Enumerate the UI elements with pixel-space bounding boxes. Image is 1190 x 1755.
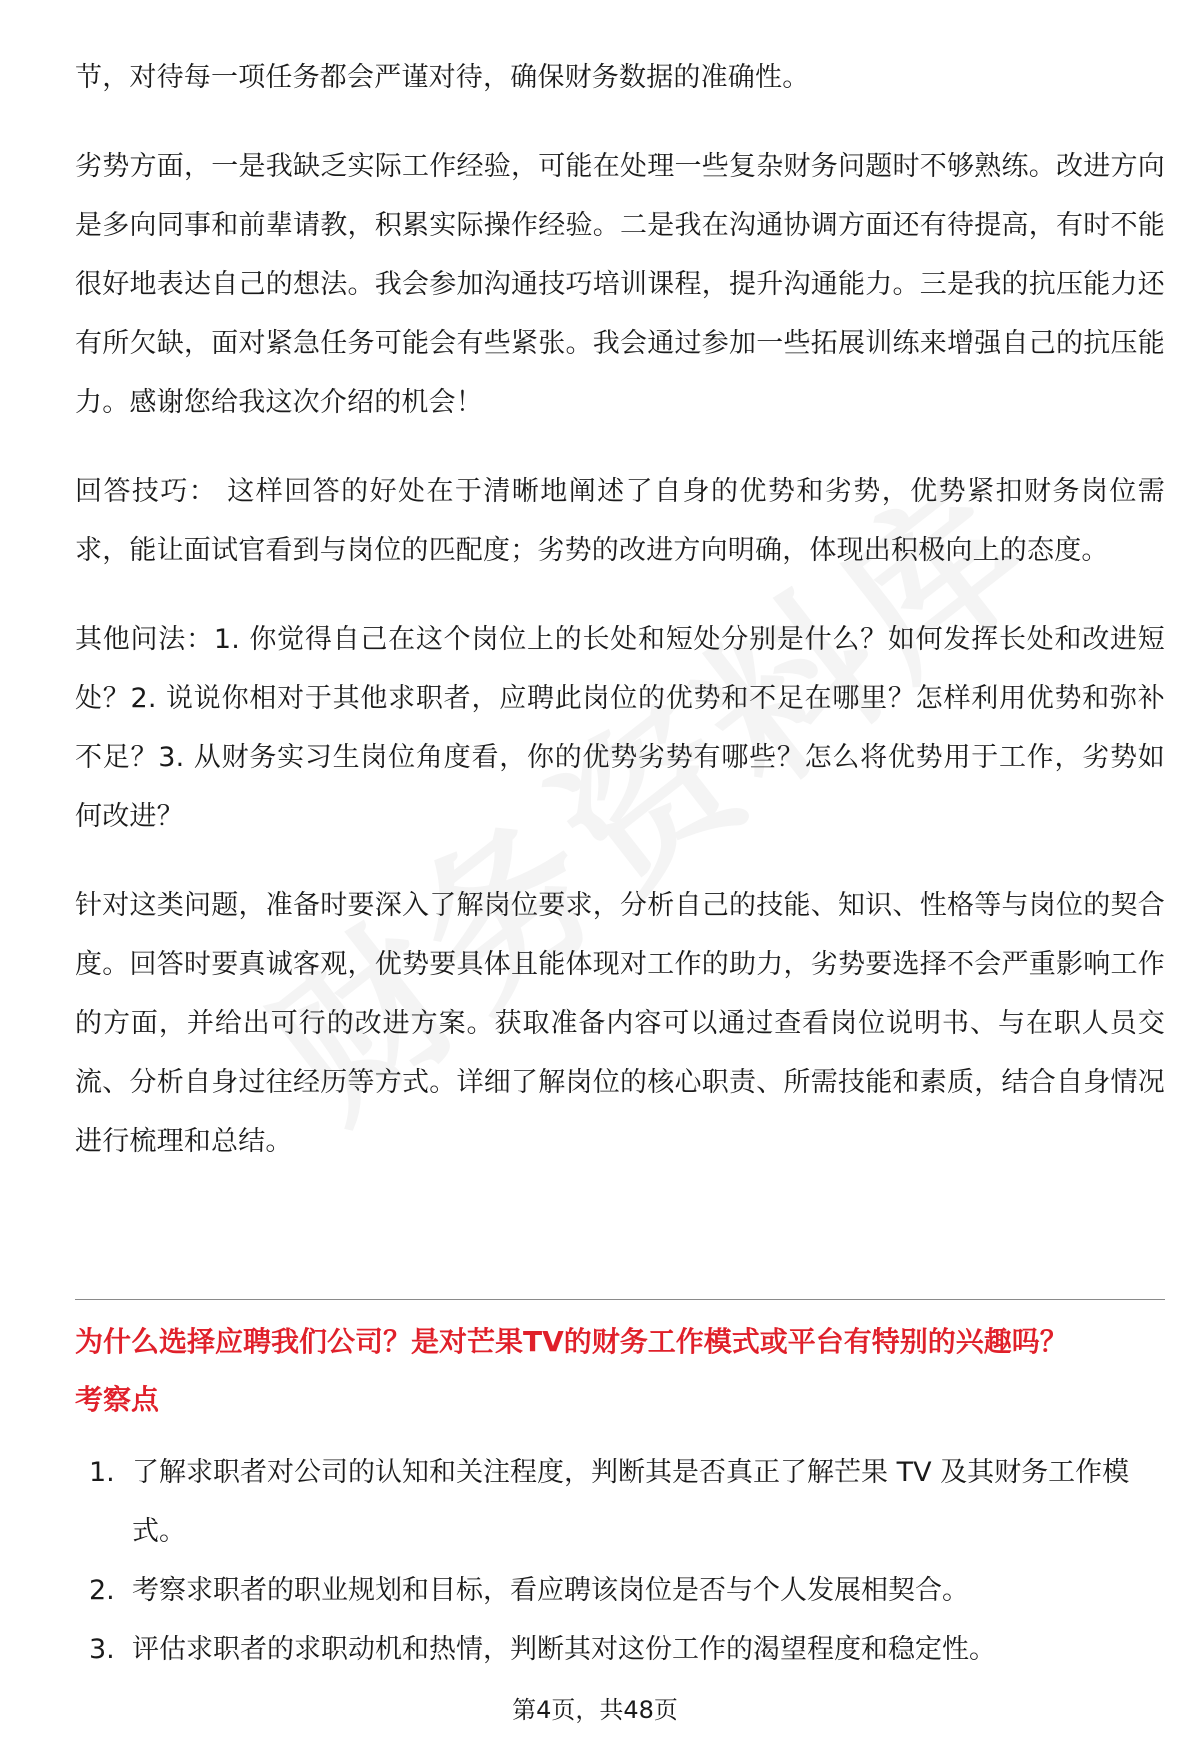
paragraph-weaknesses: 劣势方面，一是我缺乏实际工作经验，可能在处理一些复杂财务问题时不够熟练。改进方向是多向同事和前辈请教，积累实际操作经验。二是我在沟通协调方面还有待提高，有时不能很好地表达自己的想法。我会参加沟通技巧培训课程，提升沟通能力。三是我的抗压能力还有所欠缺，面对紧急任务可能会有些紧张。我会通过参加一些拓展训练来增强自己的抗压能力。感谢您给我这次介绍的机会！ bbox=[75, 151, 1165, 418]
paragraph-other-questions: 其他问法：1. 你觉得自己在这个岗位上的长处和短处分别是什么？如何发挥长处和改进短处？2. 说说你相对于其他求职者，应聘此岗位的优势和不足在哪里？怎样利用优势和弥补不足？3. 从财务实习生岗位角度看，你的优势劣势有哪些？怎么将优势用于工作，劣势如何改进？ bbox=[75, 624, 1165, 832]
assessment-points-list bbox=[75, 1443, 1165, 1679]
list-item bbox=[75, 1561, 1165, 1620]
list-number: 3. bbox=[89, 1634, 115, 1665]
question-heading: 为什么选择应聘我们公司？是对芒果TV的财务工作模式或平台有特别的兴趣吗？ bbox=[75, 1325, 1068, 1358]
list-number: 1. bbox=[89, 1457, 115, 1488]
paragraph-preparation: 针对这类问题，准备时要深入了解岗位要求，分析自己的技能、知识、性格等与岗位的契合度。回答时要真诚客观，优势要具体且能体现对工作的助力，劣势要选择不会严重影响工作的方面，并给出可行的改进方案。获取准备内容可以通过查看岗位说明书、与在职人员交流、分析自身过往经历等方式。详细了解岗位的核心职责、所需技能和素质，结合自身情况进行梳理和总结。 bbox=[75, 890, 1165, 1157]
document-body bbox=[75, 48, 1165, 1171]
list-item bbox=[75, 1443, 1165, 1561]
section-subheading: 考察点 bbox=[75, 1383, 160, 1416]
paragraph-answer-tips: 回答技巧： 这样回答的好处在于清晰地阐述了自身的优势和劣势，优势紧扣财务岗位需求，能让面试官看到与岗位的匹配度；劣势的改进方向明确，体现出积极向上的态度。 bbox=[75, 476, 1165, 566]
list-item-text: 考察求职者的职业规划和目标，看应聘该岗位是否与个人发展相契合。 bbox=[132, 1575, 969, 1606]
list-item bbox=[75, 1620, 1165, 1679]
list-item-text: 了解求职者对公司的认知和关注程度，判断其是否真正了解芒果 TV 及其财务工作模式。 bbox=[132, 1457, 1130, 1547]
paragraph-strengths-end: 节，对待每一项任务都会严谨对待，确保财务数据的准确性。 bbox=[75, 62, 810, 93]
list-item-text: 评估求职者的求职动机和热情，判断其对这份工作的渴望程度和稳定性。 bbox=[132, 1634, 996, 1665]
section-divider bbox=[75, 1299, 1165, 1300]
page-footer: 第4页，共48页 bbox=[512, 1696, 678, 1724]
list-number: 2. bbox=[89, 1575, 115, 1606]
